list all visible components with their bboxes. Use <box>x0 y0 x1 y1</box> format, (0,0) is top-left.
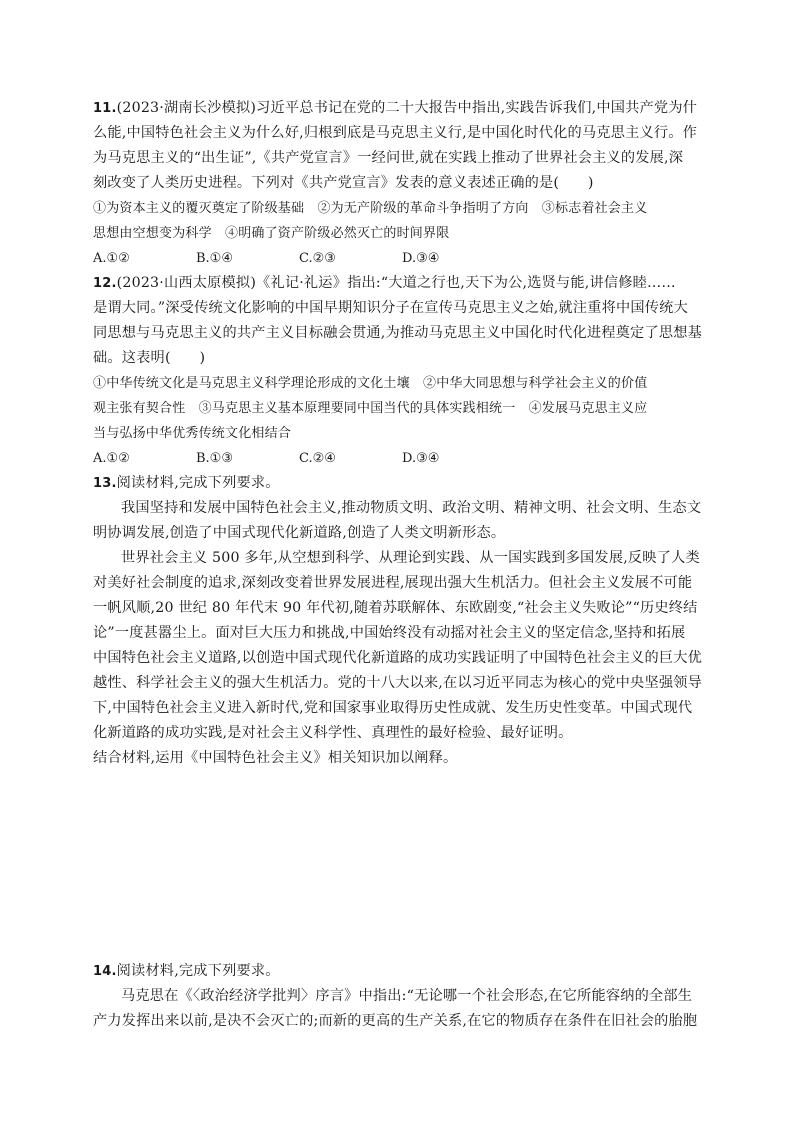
question-13-para2-line-7: 下,中国特色社会主义进入新时代,党和国家事业取得历史性成就、发生历史性变革。中国式现代 <box>93 700 693 716</box>
question-13-para1-line-1: 我国坚持和发展中国特色社会主义,推动物质文明、政治文明、精神文明、社会文明、生态文 <box>121 500 702 516</box>
question-13-task: 结合材料,运用《中国特色社会主义》相关知识加以阐释。 <box>93 750 458 766</box>
option-c: C.②④ <box>299 451 336 466</box>
question-14 <box>93 959 698 1034</box>
question-12-line-2: 是谓大同。”深受传统文化影响的中国早期知识分子在宣传马克思主义之始,就注重将中国传统大 <box>93 300 688 316</box>
option-d: D.③④ <box>402 451 440 466</box>
question-13-para2-line-3: 一帆风顺,20 世纪 80 年代末 90 年代初,随着苏联解体、东欧剧变,“社会主义失败论”“历史终结 <box>93 600 698 616</box>
question-11-number: 11. <box>93 101 117 116</box>
question-13-para2-line-4: 论”一度甚嚣尘上。面对巨大压力和挑战,中国始终没有动摇对社会主义的坚定信念,坚持和拓展 <box>93 625 686 641</box>
question-11-line-1: 11.(2023·湖南长沙模拟)习近平总书记在党的二十大报告中指出,实践告诉我们,中国共产党为什 <box>93 100 698 116</box>
question-13-title: 13.阅读材料,完成下列要求。 <box>93 475 280 491</box>
question-11-statement-1: ①为资本主义的覆灭奠定了阶级基础 ②为无产阶级的革命斗争指明了方向 ③标志着社会主义 <box>93 201 648 216</box>
option-b: B.①③ <box>196 451 233 466</box>
question-14-para1-line-2: 产力发挥出来以前,是决不会灭亡的;而新的更高的生产关系,在它的物质存在条件在旧社会的胎胞 <box>93 1013 698 1029</box>
question-14-para1-line-1: 马克思在《〈政治经济学批判〉序言》中指出:“无论哪一个社会形态,在它所能容纳的全部生 <box>121 988 693 1004</box>
question-12-line-4: 础。这表明( ) <box>93 350 206 366</box>
question-12-options <box>93 446 698 471</box>
question-13-para2-line-8: 化新道路的成功实践,是对社会主义科学性、真理性的最好检验、最好证明。 <box>93 725 573 741</box>
question-13-para2-line-5: 中国特色社会主义道路,以创造中国式现代化新道路的成功实践证明了中国特色社会主义的巨大优 <box>93 650 702 666</box>
document-page <box>93 96 702 1034</box>
question-12-line-3: 同思想与马克思主义的共产主义目标融会贯通,为推动马克思主义中国化时代化进程奠定了思想基 <box>93 325 702 341</box>
option-b: B.①④ <box>196 251 233 266</box>
question-13 <box>93 471 702 771</box>
option-c: C.②③ <box>299 251 336 266</box>
question-12-statement-1: ①中华传统文化是马克思主义科学理论形成的文化土壤 ②中华大同思想与科学社会主义的价值 <box>93 376 648 391</box>
question-11-line-3: 为马克思主义的“出生证”,《共产党宣言》一经问世,就在实践上推动了世界社会主义的发展,深 <box>93 150 684 166</box>
question-12-statement-2: 观主张有契合性 ③马克思主义基本原理要同中国当代的具体实践相统一 ④发展马克思主义应 <box>93 401 648 416</box>
question-11-options <box>93 246 698 271</box>
question-13-para2-line-6: 越性、科学社会主义的强大生机活力。党的十八大以来,在以习近平同志为核心的党中央坚强领导 <box>93 675 702 691</box>
question-14-number: 14. <box>93 964 117 979</box>
question-12-statement-3: 当与弘扬中华优秀传统文化相结合 <box>93 426 292 441</box>
question-13-para1-line-2: 明协调发展,创造了中国式现代化新道路,创造了人类文明新形态。 <box>93 525 506 541</box>
question-12 <box>93 271 702 471</box>
option-d: D.③④ <box>402 251 440 266</box>
question-13-number: 13. <box>93 476 117 491</box>
question-12-line-1: 12.(2023·山西太原模拟)《礼记·礼运》指出:“大道之行也,天下为公,选贤与能,讲信修睦…… <box>93 275 676 291</box>
question-14-title: 14.阅读材料,完成下列要求。 <box>93 963 280 979</box>
question-11-statement-2: 思想由空想变为科学 ④明确了资产阶级必然灭亡的时间界限 <box>93 226 450 241</box>
option-a: A.①② <box>93 251 130 266</box>
question-11-line-2: 么能,中国特色社会主义为什么好,归根到底是马克思主义行,是中国化时代化的马克思主义行。作 <box>93 125 698 141</box>
question-11 <box>93 96 698 271</box>
option-a: A.①② <box>93 451 130 466</box>
question-12-number: 12. <box>93 276 117 291</box>
answer-space <box>93 771 698 959</box>
question-13-para2-line-2: 对美好社会制度的追求,深刻改变着世界发展进程,展现出强大生机活力。但社会主义发展不可能 <box>93 575 693 591</box>
question-13-para2-line-1: 世界社会主义 500 多年,从空想到科学、从理论到实践、从一国实践到多国发展,反映了人类 <box>121 550 700 566</box>
question-11-line-4: 刻改变了人类历史进程。下列对《共产党宣言》发表的意义表述正确的是( ) <box>93 175 594 191</box>
